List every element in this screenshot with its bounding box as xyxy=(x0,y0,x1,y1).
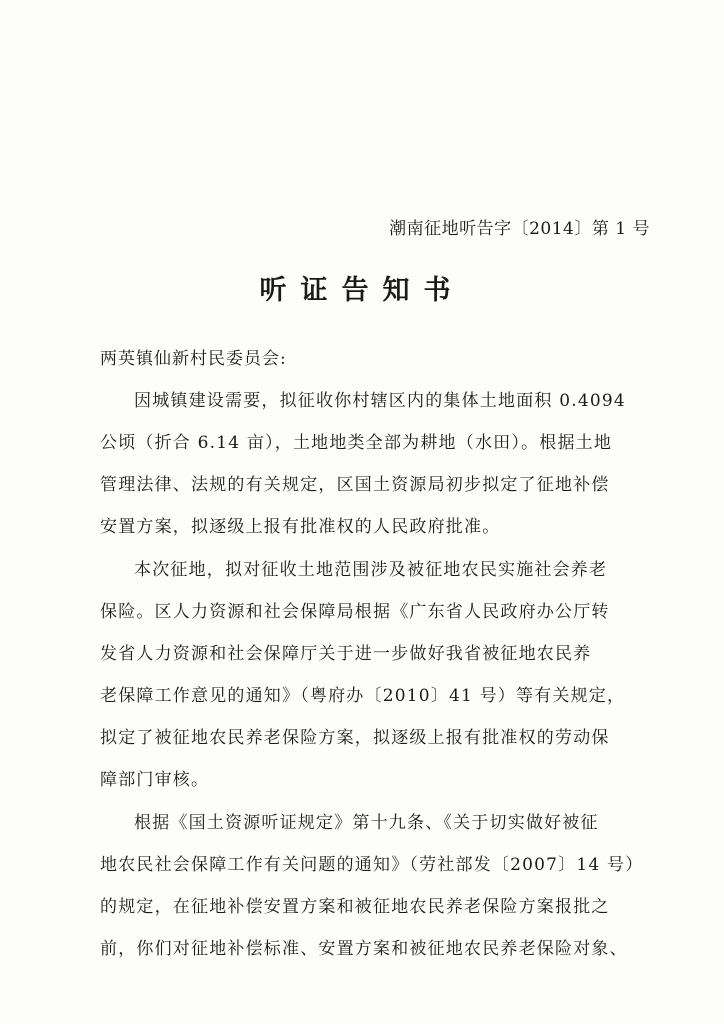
paragraph-3-line-3: 的规定，在征地补偿安置方案和被征地农民养老保险方案报批之 xyxy=(100,897,610,917)
paragraph-2-line-4: 老保障工作意见的通知》（粤府办〔2010〕41 号）等有关规定， xyxy=(100,686,626,706)
paragraph-2-line-6: 障部门审核。 xyxy=(100,770,210,790)
paragraph-2-line-1: 本次征地，拟对征收土地范围涉及被征地农民实施社会养老 xyxy=(134,560,608,580)
paragraph-2-line-5: 拟定了被征地农民养老保险方案，拟逐级上报有批准权的劳动保 xyxy=(100,728,610,748)
paragraph-2-line-2: 保险。区人力资源和社会保障局根据《广东省人民政府办公厅转 xyxy=(100,602,610,622)
paragraph-1-line-2: 公顷（折合 6.14 亩），土地地类全部为耕地（水田）。根据土地 xyxy=(100,433,613,453)
recipient: 两英镇仙新村民委员会: xyxy=(100,349,287,369)
paragraph-3-line-2: 地农民社会保障工作有关问题的通知》（劳社部发〔2007〕14 号） xyxy=(100,855,644,875)
paragraph-3-line-1: 根据《国土资源听证规定》第十九条、《关于切实做好被征 xyxy=(134,813,599,833)
paragraph-1-line-4: 安置方案，拟逐级上报有批准权的人民政府批准。 xyxy=(100,517,501,537)
document-title: 听证告知书 xyxy=(259,275,465,306)
paragraph-3-line-4: 前，你们对征地补偿标准、安置方案和被征地农民养老保险对象、 xyxy=(100,939,628,959)
paragraph-2-line-3: 发省人力资源和社会保障厅关于进一步做好我省被征地农民养 xyxy=(100,644,592,664)
paragraph-1-line-3: 管理法律、法规的有关规定，区国土资源局初步拟定了征地补偿 xyxy=(100,475,610,495)
document-number: 潮南征地听告字〔2014〕第 1 号 xyxy=(389,219,650,239)
paragraph-1-line-1: 因城镇建设需要，拟征收你村辖区内的集体土地面积 0.4094 xyxy=(134,391,626,411)
